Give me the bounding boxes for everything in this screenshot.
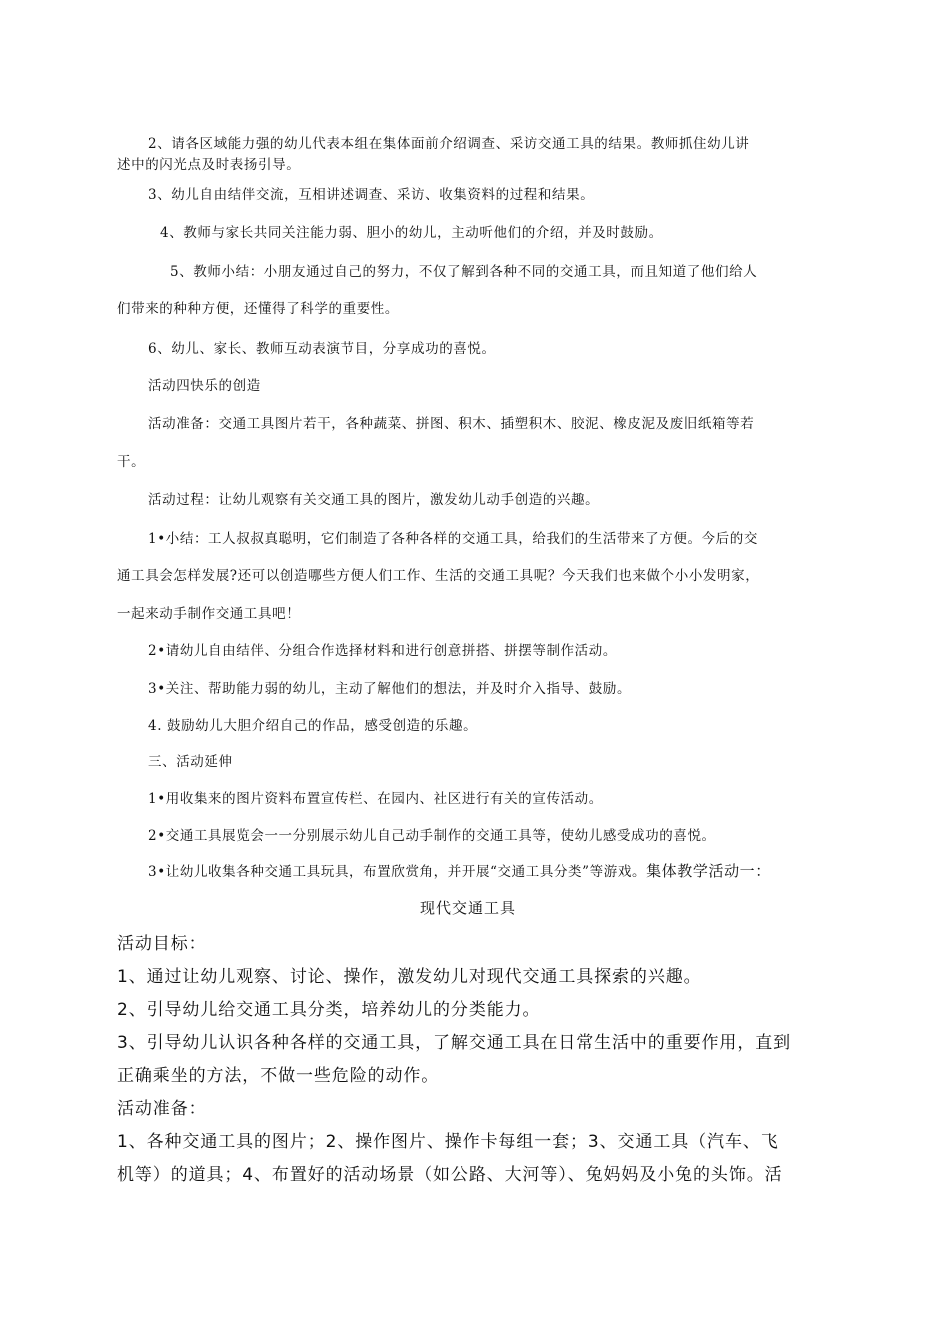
extension-heading: 三、活动延伸 [148,754,233,770]
step-4: 4. 鼓励幼儿大胆介绍自己的作品，感受创造的乐趣。 [148,718,478,734]
goal-1: 1、通过让幼儿观察、讨论、操作，激发幼儿对现代交通工具探索的兴趣。 [117,967,702,987]
paragraph-5-line-1: 5、教师小结：小朋友通过自己的努力，不仅了解到各种不同的交通工具，而且知道了他们给人 [170,264,758,280]
paragraph-6: 6、幼儿、家长、教师互动表演节目，分享成功的喜悦。 [148,341,496,357]
extension-2: 2•交通工具展览会一一分别展示幼儿自己动手制作的交通工具等，使幼儿感受成功的喜悦。 [148,828,716,844]
activity-4-prep-line-1: 活动准备：交通工具图片若干，各种蔬菜、拼图、积木、插塑积木、胶泥、橡皮泥及废旧纸箱等若 [148,416,755,432]
extension-3 [148,860,771,881]
goal-2: 2、引导幼儿给交通工具分类，培养幼儿的分类能力。 [117,1000,541,1020]
activity-4-process: 活动过程：让幼儿观察有关交通工具的图片，激发幼儿动手创造的兴趣。 [148,492,600,508]
extension-1: 1•用收集来的图片资料布置宣传栏、在园内、社区进行有关的宣传活动。 [148,791,603,807]
extension-3-text: 3•让幼儿收集各种交通工具玩具，布置欣赏角，并开展“交通工具分类”等游戏。 [148,864,647,880]
prep-line-2: 机等）的道具；4、布置好的活动场景（如公路、大河等）、兔妈妈及小兔的头饰。活 [117,1165,783,1185]
activity-4-prep-line-2: 干。 [117,454,146,470]
step-1-line-1: 1•小结：工人叔叔真聪明，它们制造了各种各样的交通工具，给我们的生活带来了方便。今后的交 [148,531,758,547]
step-1-line-3: 一起来动手制作交通工具吧！ [117,606,301,622]
goal-3-line-1: 3、引导幼儿认识各种各样的交通工具，了解交通工具在日常生活中的重要作用，直到 [117,1033,792,1053]
step-2: 2•请幼儿自由结伴、分组合作选择材料和进行创意拼搭、拼摆等制作活动。 [148,643,617,659]
collective-activity-label: 集体教学活动一： [646,862,771,880]
paragraph-5-line-2: 们带来的种种方便，还懂得了科学的重要性。 [117,301,399,317]
step-3: 3•关注、帮助能力弱的幼儿，主动了解他们的想法，并及时介入指导、鼓励。 [148,681,632,697]
prep-line-1: 1、各种交通工具的图片；2、操作图片、操作卡每组一套；3、交通工具（汽车、飞 [117,1132,779,1152]
lesson-title: 现代交通工具 [420,899,517,917]
goal-3-line-2: 正确乘坐的方法，不做一些危险的动作。 [117,1066,440,1086]
step-1-line-2: 通工具会怎样发展?还可以创造哪些方便人们工作、生活的交通工具呢？今天我们也来做个小小发明家， [117,568,760,584]
paragraph-2-line-1: 2、请各区域能力强的幼儿代表本组在集体面前介绍调查、采访交通工具的结果。教师抓住幼儿讲 [148,136,750,152]
goals-heading: 活动目标： [117,934,207,954]
activity-4-heading: 活动四快乐的创造 [148,378,261,394]
paragraph-2-line-2: 述中的闪光点及时表扬引导。 [117,157,301,173]
prep-heading: 活动准备： [117,1099,207,1119]
paragraph-3: 3、幼儿自由结伴交流，互相讲述调查、采访、收集资料的过程和结果。 [148,187,595,203]
paragraph-4: 4、教师与家长共同关注能力弱、胆小的幼儿，主动听他们的介绍，并及时鼓励。 [160,225,663,241]
